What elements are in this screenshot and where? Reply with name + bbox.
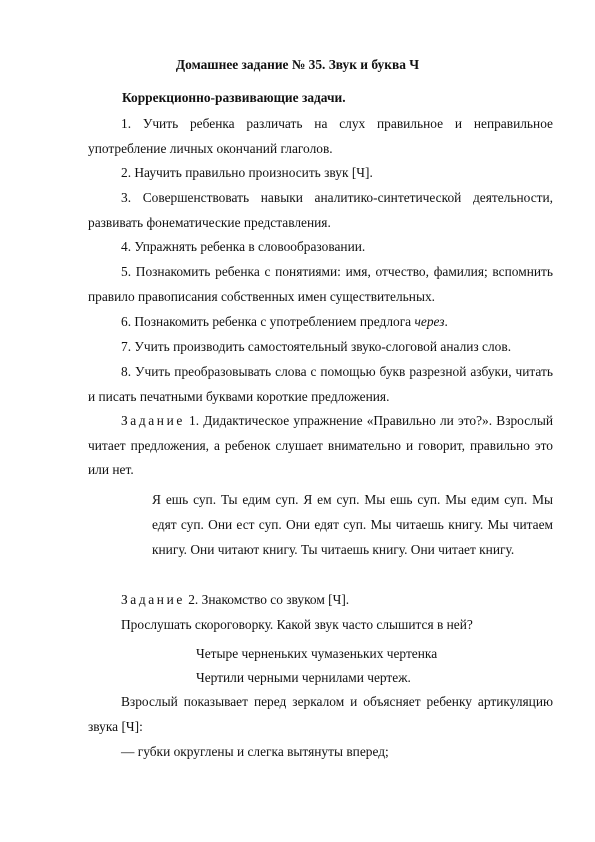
task-4: 4. Упражнять ребенка в словообразовании. xyxy=(121,239,366,254)
articulation-point-1: — губки округлены и слегка вытянуты вперед; xyxy=(121,744,389,759)
page-title: Домашнее задание № 35. Звук и буква Ч xyxy=(175,57,420,72)
section-heading: Коррекционно-развивающие задачи. xyxy=(122,90,346,105)
exercise-2-prompt: Прослушать скороговорку. Какой звук часто слышится в ней? xyxy=(121,617,473,632)
tongue-twister-line-1: Четыре черненьких чумазеньких чертенка xyxy=(196,646,438,661)
task-7: 7. Учить производить самостоятельный звуко-слоговой анализ слов. xyxy=(121,339,512,354)
task-2: 2. Научить правильно произносить звук [Ч]. xyxy=(121,165,373,180)
task-6-preposition: через xyxy=(414,314,445,329)
exercise-1-sentences: Я ешь суп. Ты едим суп. Я ем суп. Мы ешь суп. Мы едим суп. Мы едят суп. Они ест суп. Они едят суп. Мы читаешь книгу. Мы читаем книгу. Они читают книгу. Ты читаешь книгу. Они читает книгу. xyxy=(152,492,553,557)
exercise-1-label: Задание xyxy=(121,413,185,428)
task-6 xyxy=(88,310,553,335)
task-3: 3. Совершенствовать навыки аналитико-синтетической деятельности, развивать фонематические представления. xyxy=(88,190,553,230)
articulation-explanation: Взрослый показывает перед зеркалом и объясняет ребенку артикуляцию звука [Ч]: xyxy=(88,694,553,734)
task-8: 8. Учить преобразовывать слова с помощью букв разрезной азбуки, читать и писать печатными буквами короткие предложения. xyxy=(88,364,553,404)
exercise-2 xyxy=(88,588,553,613)
task-6-period: . xyxy=(444,314,448,329)
exercise-2-text: 2. Знакомство со звуком [Ч]. xyxy=(184,592,350,607)
task-5: 5. Познакомить ребенка с понятиями: имя, отчество, фамилия; вспомнить правило правописания собственных имен существительных. xyxy=(88,264,553,304)
exercise-1 xyxy=(88,409,553,483)
exercise-1-text: 1. Дидактическое упражнение «Правильно ли это?». Взрослый читает предложения, а ребенок слушает внимательно и говорит, правильно это или нет. xyxy=(88,413,553,477)
exercise-2-label: Задание xyxy=(121,592,185,607)
tongue-twister-line-2: Чертили черными чернилами чертеж. xyxy=(196,670,411,685)
task-6-text: 6. Познакомить ребенка с употреблением предлога xyxy=(121,314,415,329)
task-1: 1. Учить ребенка различать на слух правильное и неправильное употребление личных окончаний глаголов. xyxy=(88,116,553,156)
